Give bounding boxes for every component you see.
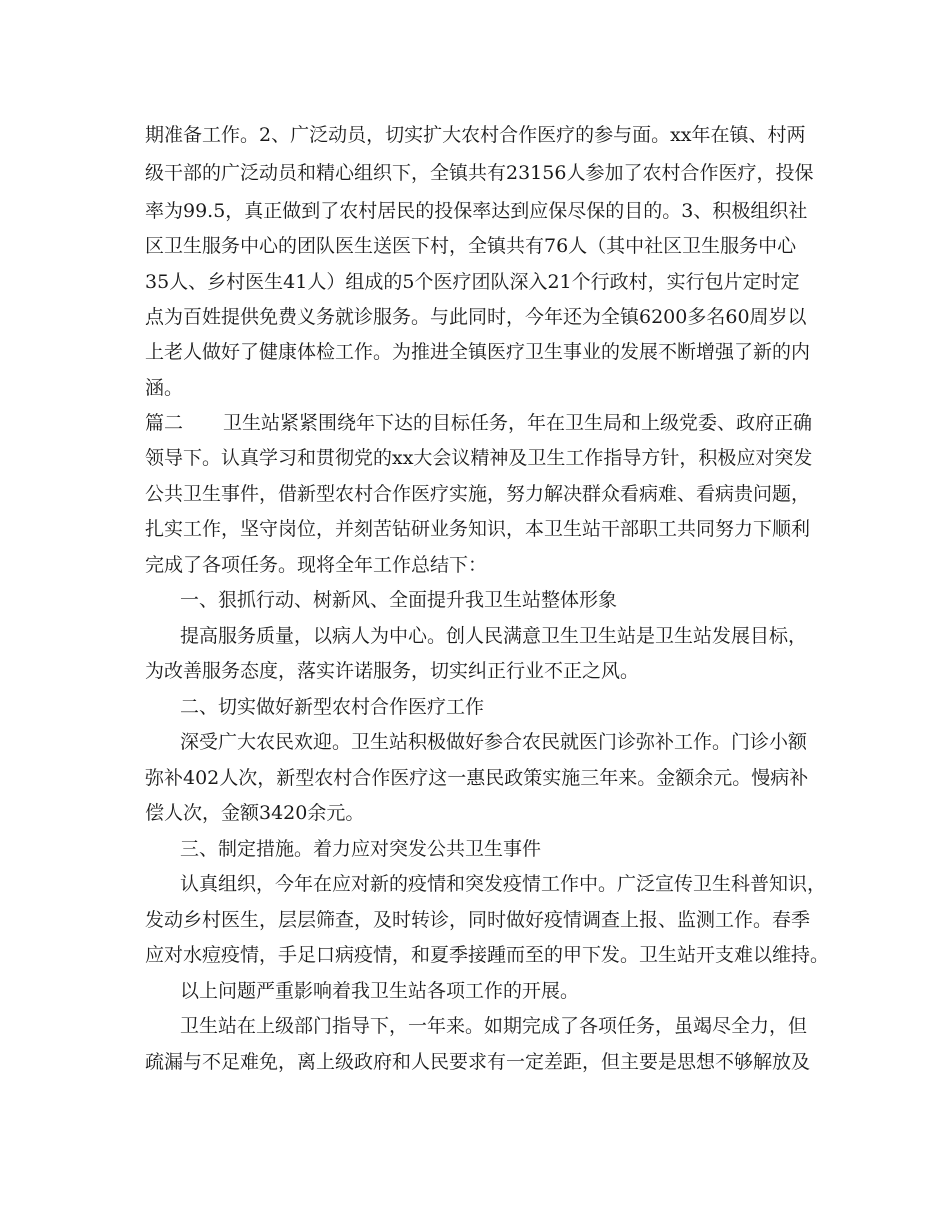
paragraph-line: 领导下。认真学习和贯彻党的xx大会议精神及卫生工作指导方针，积极应对突发 [145,447,813,469]
paragraph-line: 卫生站在上级部门指导下，一年来。如期完成了各项任务，虽竭尽全力，但 [180,1015,808,1037]
paragraph-line: 35人、乡村医生41人）组成的5个医疗团队深入21个行政村，实行包片定时定 [145,271,800,293]
section-first-line: 卫生站紧紧围绕年下达的目标任务，年在卫生局和上级党委、政府正确 [223,412,813,434]
paragraph-line: 偿人次，金额3420余元。 [145,802,365,824]
paragraph-line: 应对水痘疫情，手足口病疫情，和夏季接踵而至的甲下发。卫生站开支难以维持。 [145,944,830,966]
paragraph-line: 涵。 [145,377,184,399]
heading-line: 三、制定措施。着力应对突发公共卫生事件 [180,838,542,860]
paragraph-line: 以上问题严重影响着我卫生站各项工作的开展。 [180,980,580,1002]
section-label: 篇二 [145,412,184,434]
heading-line: 一、狠抓行动、树新风、全面提升我卫生站整体形象 [180,589,618,611]
paragraph-line: 点为百姓提供免费义务就诊服务。与此同时，今年还为全镇6200多名60周岁以 [145,306,807,328]
paragraph-line: 疏漏与不足难免，离上级政府和人民要求有一定差距，但主要是思想不够解放及 [145,1051,811,1073]
paragraph-line: 弥补402人次，新型农村合作医疗这一惠民政策实施三年来。金额余元。慢病补 [145,767,809,789]
paragraph-line: 公共卫生事件，借新型农村合作医疗实施，努力解决群众看病难、看病贵问题， [145,483,811,505]
paragraph-line: 认真组织，今年在应对新的疫情和突发疫情工作中。广泛宣传卫生科普知识， [180,873,827,895]
paragraph-line: 期准备工作。2、广泛动员，切实扩大农村合作医疗的参与面。xx年在镇、村两 [145,124,806,146]
paragraph-line: 率为99.5，真正做到了农村居民的投保率达到应保尽保的目的。3、积极组织社 [145,200,808,222]
heading-line: 二、切实做好新型农村合作医疗工作 [180,696,485,718]
paragraph-line: 发动乡村医生，层层筛查，及时转诊，同时做好疫情调查上报、监测工作。春季 [145,909,811,931]
paragraph-line: 为改善服务态度，落实许诺服务，切实纠正行业不正之风。 [145,660,640,682]
paragraph-line: 上老人做好了健康体检工作。为推进全镇医疗卫生事业的发展不断增强了新的内 [145,341,811,363]
paragraph-line: 完成了各项任务。现将全年工作总结下： [145,554,488,576]
paragraph-line: 提高服务质量，以病人为中心。创人民满意卫生卫生站是卫生站发展目标， [180,625,808,647]
paragraph-line: 扎实工作，坚守岗位，并刻苦钻研业务知识，本卫生站干部职工共同努力下顺利 [145,518,811,540]
paragraph-line: 深受广大农民欢迎。卫生站积极做好参合农民就医门诊弥补工作。门诊小额 [180,731,808,753]
paragraph-line: 级干部的广泛动员和精心组织下，全镇共有23156人参加了农村合作医疗，投保 [145,162,814,184]
section-header-line [145,411,812,435]
paragraph-line: 区卫生服务中心的团队医生送医下村，全镇共有76人（其中社区卫生服务中心 [145,235,797,257]
